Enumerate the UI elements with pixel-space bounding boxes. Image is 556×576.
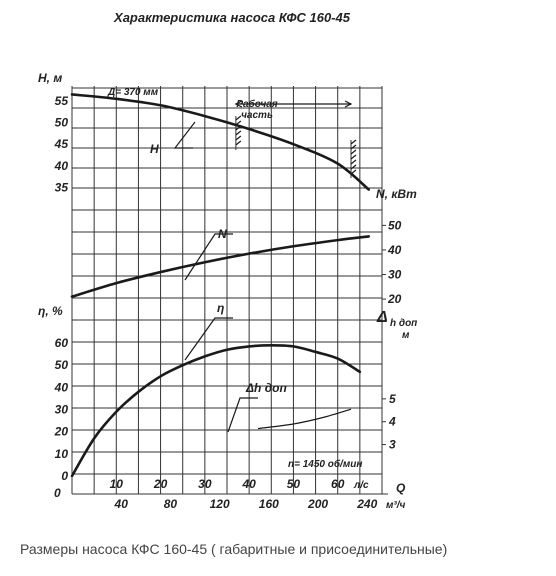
npsh-axis-label-unit: м xyxy=(402,330,410,341)
working-zone-line1: Рабочая xyxy=(236,99,278,110)
working-zone-hatch xyxy=(351,150,356,154)
q-ls-tick-label: 50 xyxy=(286,477,301,491)
eff-tick-label: 30 xyxy=(54,402,68,417)
npsh-tick-label: 4 xyxy=(389,414,396,429)
series-label-head: H xyxy=(150,142,159,156)
working-zone-hatch xyxy=(236,131,241,135)
eff-tick-label: 60 xyxy=(54,336,68,351)
series-line-eff xyxy=(72,345,363,476)
eff-tick-label: 0 xyxy=(61,469,68,483)
q-m3h-tick-label: 80 xyxy=(163,497,178,511)
eff-tick-label: 50 xyxy=(54,358,68,373)
head-tick-label: 40 xyxy=(54,158,68,173)
axis-ticks xyxy=(54,94,402,511)
head-tick-label: 50 xyxy=(54,115,68,130)
q-ls-tick-label: 40 xyxy=(242,477,256,491)
figure-caption: Размеры насоса КФС 160-45 ( габаритные и присоединительные) xyxy=(20,541,448,557)
working-zone-hatch xyxy=(236,116,241,120)
working-zone-hatch xyxy=(351,160,356,164)
power-tick-label: 20 xyxy=(388,292,402,307)
eff-tick-label: 20 xyxy=(54,424,68,439)
npsh-axis-label-main: Δ xyxy=(377,309,388,326)
series-leader-head xyxy=(175,122,195,148)
speed-annotation: n= 1450 об/мин xyxy=(288,459,363,470)
q-axis-label: Q xyxy=(396,481,406,495)
eff-tick-label: 40 xyxy=(54,380,68,395)
head-tick-label: 55 xyxy=(54,93,68,108)
q-ls-tick-label: 10 xyxy=(109,477,123,491)
npsh-tick-label: 5 xyxy=(389,391,396,406)
q-m3h-tick-label: 200 xyxy=(308,497,329,511)
q-ls-tick-label: 30 xyxy=(198,477,212,491)
q-unit-ls: л/с xyxy=(354,480,369,491)
working-zone-line2: часть xyxy=(241,110,273,121)
series-leader-npsh xyxy=(228,398,258,432)
series-label-npsh: Δh доп xyxy=(246,381,287,395)
npsh-tick-label: 3 xyxy=(389,437,396,452)
head-axis-label: H, м xyxy=(38,71,63,85)
npsh-axis-label-sub: h доп xyxy=(390,318,418,329)
q-unit-m3h: м³/ч xyxy=(386,500,406,511)
power-tick-label: 50 xyxy=(388,218,402,233)
q-zero-label: 0 xyxy=(54,486,61,500)
plot-labels xyxy=(38,71,417,511)
series-line-npsh xyxy=(258,409,351,428)
impeller-annotation: Д= 370 мм xyxy=(108,87,159,98)
eff-axis-label: η, % xyxy=(38,304,63,318)
q-m3h-tick-label: 40 xyxy=(114,497,128,511)
head-tick-label: 45 xyxy=(54,137,68,152)
power-tick-label: 40 xyxy=(388,242,402,257)
working-zone-hatch xyxy=(351,170,356,174)
chart-title: Характеристика насоса КФС 160-45 xyxy=(114,10,350,25)
power-tick-label: 30 xyxy=(388,267,402,282)
working-zone-hatch xyxy=(351,140,356,144)
q-m3h-tick-label: 240 xyxy=(357,497,378,511)
series-label-eff: η xyxy=(217,301,225,315)
eff-tick-label: 10 xyxy=(54,446,68,461)
working-zone-hatch xyxy=(351,155,356,159)
working-zone-hatch xyxy=(236,141,241,145)
series-label-power: N xyxy=(218,227,227,241)
q-ls-tick-label: 60 xyxy=(331,477,345,491)
q-m3h-tick-label: 120 xyxy=(209,497,230,511)
plot-grid xyxy=(72,86,388,494)
power-axis-label: N, кВт xyxy=(376,187,417,201)
head-tick-label: 35 xyxy=(54,180,68,195)
working-zone-hatch xyxy=(236,136,241,140)
q-m3h-tick-label: 160 xyxy=(258,497,279,511)
q-ls-tick-label: 20 xyxy=(153,477,168,491)
